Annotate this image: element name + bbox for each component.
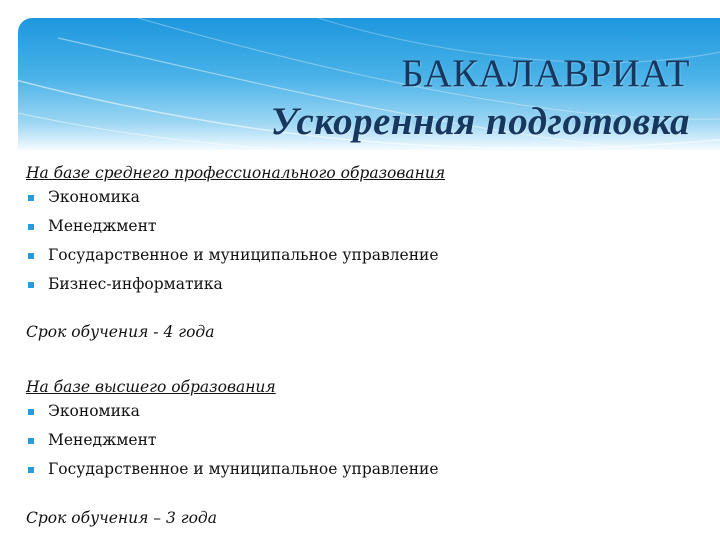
square-bullet-icon	[28, 438, 34, 444]
list-item: Государственное и муниципальное управление	[26, 241, 706, 270]
slide-content	[26, 163, 706, 528]
title-banner	[18, 18, 720, 150]
square-bullet-icon	[28, 282, 34, 288]
program-list	[26, 397, 706, 484]
program-list	[26, 183, 706, 299]
study-term: Срок обучения - 4 года	[26, 323, 215, 341]
square-bullet-icon	[28, 253, 34, 259]
section-heading: На базе среднего профессионального образования	[26, 164, 446, 182]
section-higher	[26, 377, 706, 528]
square-bullet-icon	[28, 224, 34, 230]
section-heading: На базе высшего образования	[26, 378, 276, 396]
square-bullet-icon	[28, 195, 34, 201]
list-item: Экономика	[26, 183, 706, 212]
square-bullet-icon	[28, 409, 34, 415]
slide-subtitle: Ускоренная подготовка	[270, 100, 690, 143]
list-item: Экономика	[26, 397, 706, 426]
study-term: Срок обучения – 3 года	[26, 509, 217, 527]
section-spo	[26, 163, 706, 342]
list-item: Менеджмент	[26, 212, 706, 241]
list-item: Государственное и муниципальное управление	[26, 455, 706, 484]
slide-title: БАКАЛАВРИАТ	[401, 52, 690, 95]
list-item: Менеджмент	[26, 426, 706, 455]
list-item: Бизнес-информатика	[26, 270, 706, 299]
slide-title-block	[271, 50, 690, 146]
square-bullet-icon	[28, 467, 34, 473]
